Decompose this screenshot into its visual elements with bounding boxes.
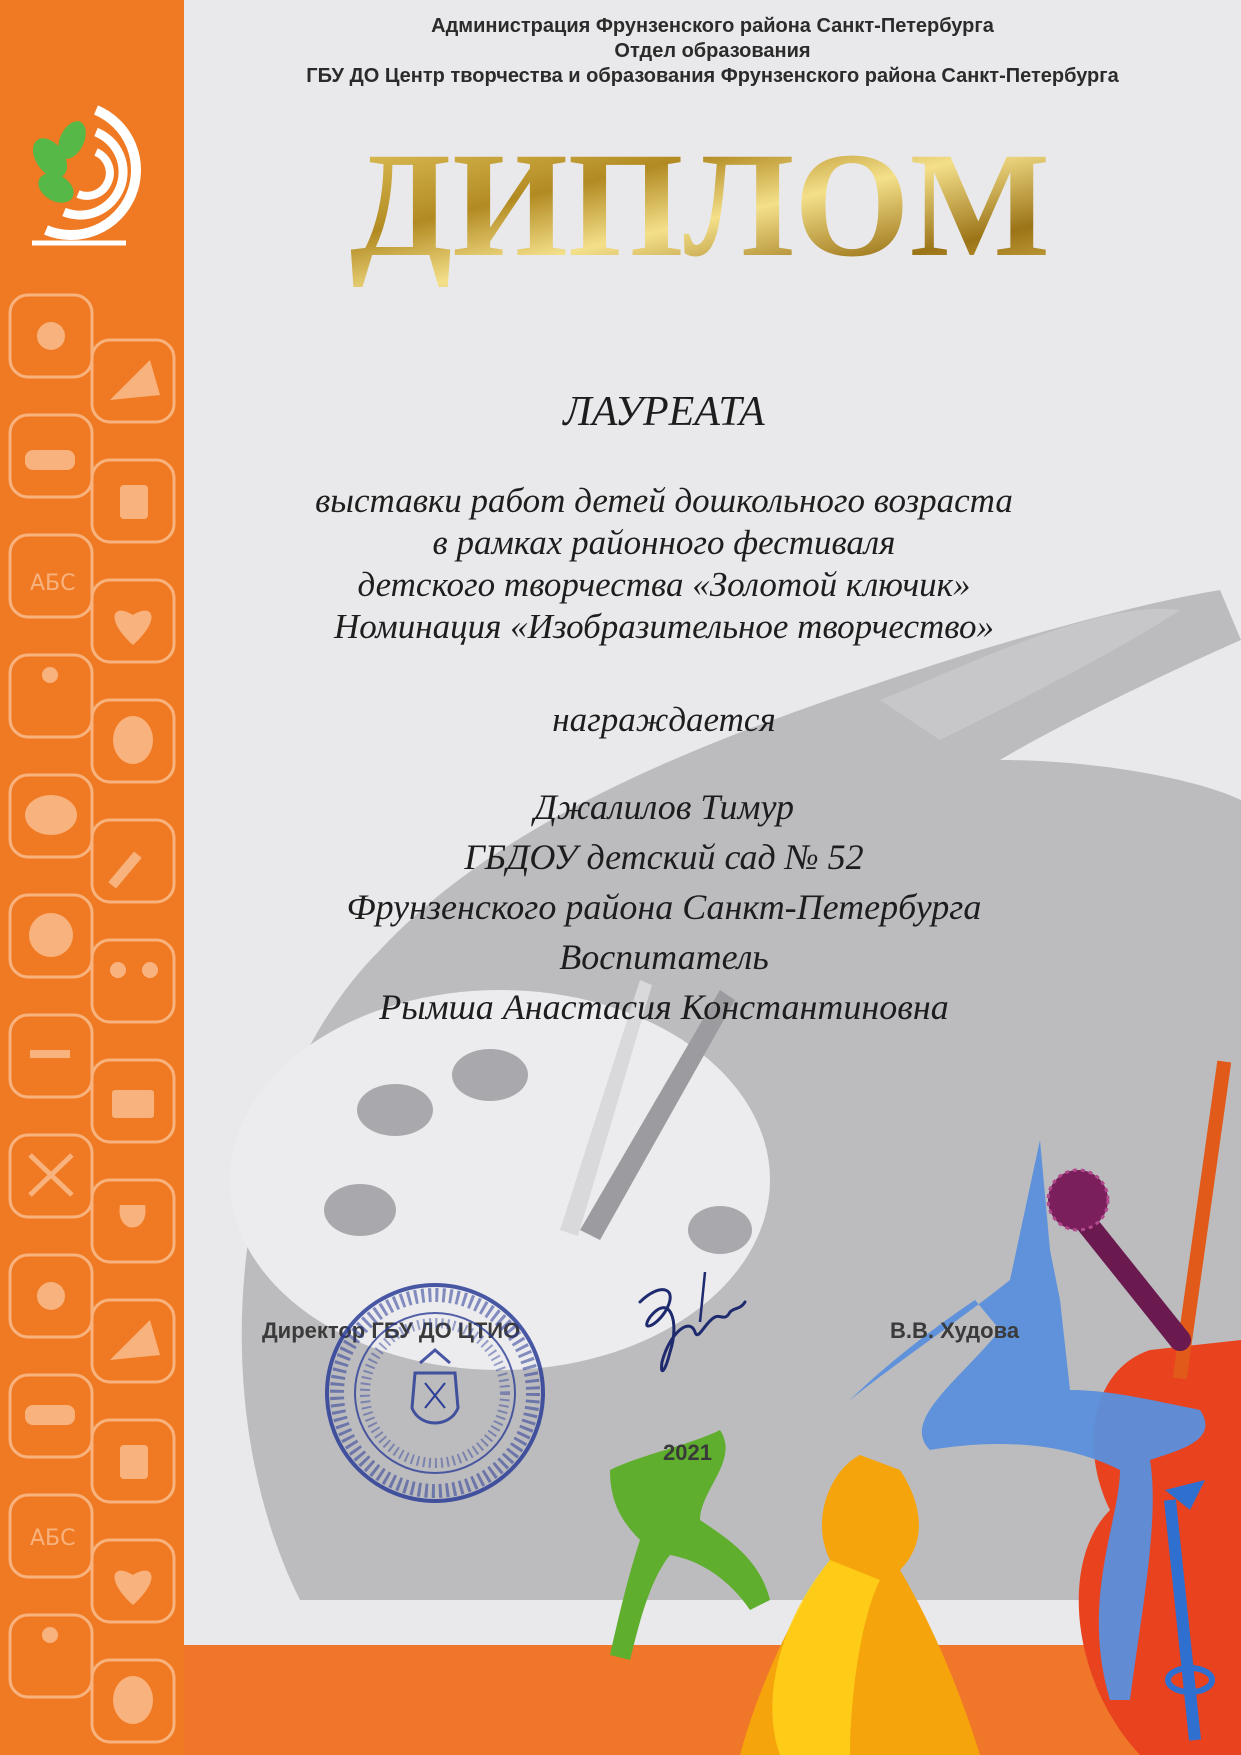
header-line-1: Администрация Фрунзенского района Санкт-Петербурга (431, 15, 994, 37)
microphone-icon (1048, 1170, 1180, 1340)
description-line: Номинация «Изобразительное творчество» (333, 607, 995, 646)
official-stamp (320, 1278, 550, 1508)
recipient-institution: ГБДОУ детский сад № 52 (464, 837, 864, 877)
award-description (184, 480, 1144, 648)
description-line: выставки работ детей дошкольного возраста (315, 481, 1013, 520)
director-title: Директор ГБУ ДО ЦТИО (262, 1318, 521, 1343)
svg-text:АБС: АБС (30, 571, 76, 596)
laureate-heading: ЛАУРЕАТА (563, 389, 765, 435)
svg-text:АБС: АБС (30, 1526, 76, 1551)
recipient-district: Фрунзенского района Санкт-Петербурга (346, 887, 982, 927)
director-name: В.В. Худова (890, 1318, 1020, 1343)
description-line: в рамках районного фестиваля (432, 523, 896, 562)
sidebar-icons-column (0, 290, 184, 1750)
header-line-3: ГБУ ДО Центр творчества и образования Фрунзенского района Санкт-Петербурга (306, 65, 1119, 87)
handwritten-signature (620, 1262, 750, 1387)
teacher-name: Рымша Анастасия Константиновна (379, 987, 949, 1027)
recipient-name: Джалилов Тимур (533, 787, 794, 827)
recipient-block (184, 782, 1144, 1032)
diploma-title (340, 125, 1060, 290)
header-line-2: Отдел образования (614, 40, 811, 62)
year-label: 2021 (663, 1440, 712, 1465)
diploma-title-text: ДИПЛОМ (350, 125, 1050, 288)
recipient-role: Воспитатель (559, 937, 769, 977)
description-line: детского творчества «Золотой ключик» (357, 565, 971, 604)
awarded-label: награждается (552, 700, 776, 739)
header-organization (184, 14, 1241, 89)
logo-icon (26, 100, 166, 250)
